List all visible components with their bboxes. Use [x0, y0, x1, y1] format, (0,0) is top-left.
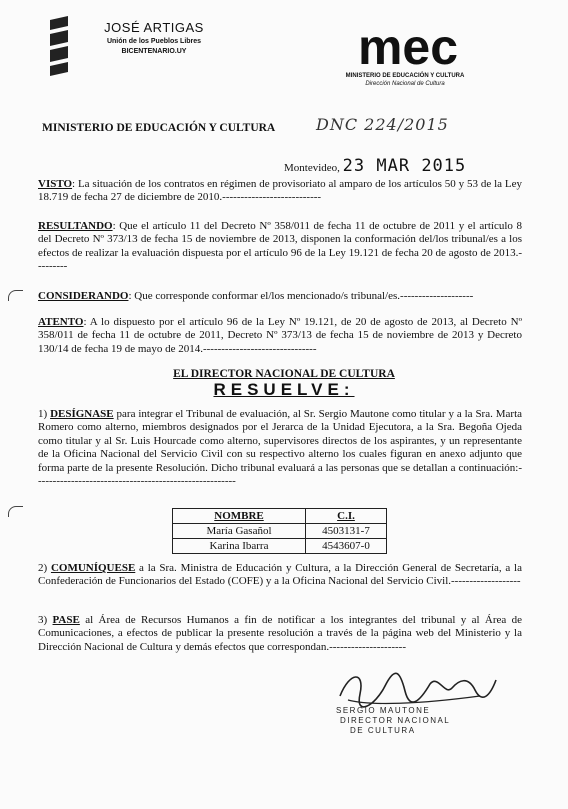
- person-name: Karina Ibarra: [173, 539, 306, 554]
- table-row: [173, 539, 387, 554]
- resolution-point-3: [38, 614, 522, 654]
- mec-ministry-name: MINISTERIO DE EDUCACIÓN Y CULTURA: [345, 73, 465, 79]
- date-stamp: 23 MAR 2015: [342, 156, 467, 176]
- signer-name: SERGIO MAUTONE: [336, 706, 431, 715]
- considerando-paragraph: [38, 290, 522, 303]
- signature-block: [336, 706, 450, 736]
- point-3-number: 3): [38, 614, 53, 626]
- column-header-name: NOMBRE: [173, 509, 306, 524]
- person-name: María Gasañol: [173, 524, 306, 539]
- person-ci: 4543607-0: [306, 539, 387, 554]
- table-row: [173, 524, 387, 539]
- point-3-label: PASE: [52, 614, 80, 626]
- artigas-subtitle: Unión de los Pueblos Libres: [106, 38, 202, 45]
- director-title: EL DIRECTOR NACIONAL DE CULTURA: [173, 368, 395, 380]
- considerando-label: CONSIDERANDO: [38, 290, 129, 302]
- artigas-bicentenario-logo: [44, 16, 74, 76]
- resultando-text: : Que el artículo 11 del Decreto Nº 358/011 de fecha 11 de octubre de 2011 y el artículo 8 del Decreto Nº 373/13 de fecha 15 de noviembre de 2013, disponen la conformación del/los tribunal/es a los efectos de realizar la evaluación dispuesta por el artículo 96 de la Ley 19.121 de fecha 20 de agosto de 2013.---------: [38, 220, 522, 273]
- column-header-ci: C.I.: [306, 509, 387, 524]
- mec-logo: [354, 24, 462, 70]
- margin-mark: [8, 506, 23, 517]
- visto-label: VISTO: [38, 178, 73, 190]
- atento-label: ATENTO: [38, 316, 84, 328]
- atento-paragraph: [38, 316, 522, 356]
- resultando-paragraph: [38, 220, 522, 274]
- atento-text: : A lo dispuesto por el artículo 96 de la Ley Nº 19.121, de 20 de agosto de 2013, al Decreto Nº 358/011 de fecha 11 de octubre de 2011, Decreto Nº 373/13 de fecha 15 de noviembre de 2013 y Decreto 130/14 de fecha 19 de mayo de 2014.-------------------------------: [38, 316, 522, 355]
- point-3-text: al Área de Recursos Humanos a fin de notificar a los integrantes del tribunal y al Área de Comunicaciones, a efectos de publicar la presente resolución a través de la página web del Ministerio y la Dirección Nacional de Cultura y demás efectos que correspondan.---------------------: [38, 614, 523, 653]
- ministry-heading: MINISTERIO DE EDUCACIÓN Y CULTURA: [42, 122, 276, 134]
- date-line: [284, 156, 466, 176]
- point-1-number: 1): [38, 408, 51, 420]
- handwritten-reference-number: DNC 224/2015: [316, 115, 449, 134]
- resuelve-text: RESUELVE:: [213, 380, 355, 399]
- evaluated-people-table: [172, 508, 387, 554]
- visto-text: : La situación de los contratos en régimen de provisoriato al amparo de los artículos 50 y 53 de la Ley 18.719 de fecha 27 de diciembre de 2010.---------------------------: [38, 178, 522, 204]
- person-ci: 4503131-7: [306, 524, 387, 539]
- mec-logo-text: [330, 72, 480, 88]
- point-1-label: DESÍGNASE: [50, 408, 114, 420]
- considerando-text: : Que corresponde conformar el/los mencionado/s tribunal/es.--------------------: [128, 290, 474, 302]
- artigas-name: JOSÉ ARTIGAS: [104, 20, 204, 35]
- artigas-logo-text: [84, 20, 224, 55]
- visto-paragraph: [38, 178, 522, 205]
- resolution-point-2: [38, 562, 522, 589]
- svg-text:mec: mec: [357, 24, 459, 70]
- resolution-point-1: [38, 408, 522, 488]
- resultando-label: RESULTANDO: [38, 220, 113, 232]
- signer-role-line-2: DE CULTURA: [350, 726, 416, 735]
- table-header-row: [173, 509, 387, 524]
- signer-role-line-1: DIRECTOR NACIONAL: [340, 716, 451, 725]
- resuelve-heading: [0, 380, 568, 400]
- point-2-number: 2): [38, 562, 51, 574]
- date-place: Montevideo,: [284, 162, 340, 174]
- point-1-text: para integrar el Tribunal de evaluación, al Sr. Sergio Mautone como titular y a la Sra. Marta Romero como alterno, miembros designados por el Jerarca de la Unidad Ejecutora, a la Sra. Begoña Ojeda como titular y al Sr. Luis Hourcade como alterno, supervisores directos de los aspirantes, y un representante de la Oficina Nacional del Servicio Civil con su respectivo alterno los cuales figuran en anexo adjunto que forma parte de la presente Resolución. Dicho tribunal evaluará a las personas que se detallan a continuación:-------------------------------------------------------: [38, 408, 523, 488]
- bicentenario-url: BICENTENARIO.UY: [121, 48, 187, 55]
- point-2-label: COMUNÍQUESE: [50, 562, 136, 574]
- mec-direction-name: Dirección Nacional de Cultura: [365, 81, 445, 87]
- margin-mark: [8, 290, 23, 301]
- point-2-text: a la Sra. Ministra de Educación y Cultura, a la Dirección General de Secretaría, a la Confederación de Funcionarios del Estado (COFE) y a la Oficina Nacional del Servicio Civil.-------------------: [38, 562, 522, 588]
